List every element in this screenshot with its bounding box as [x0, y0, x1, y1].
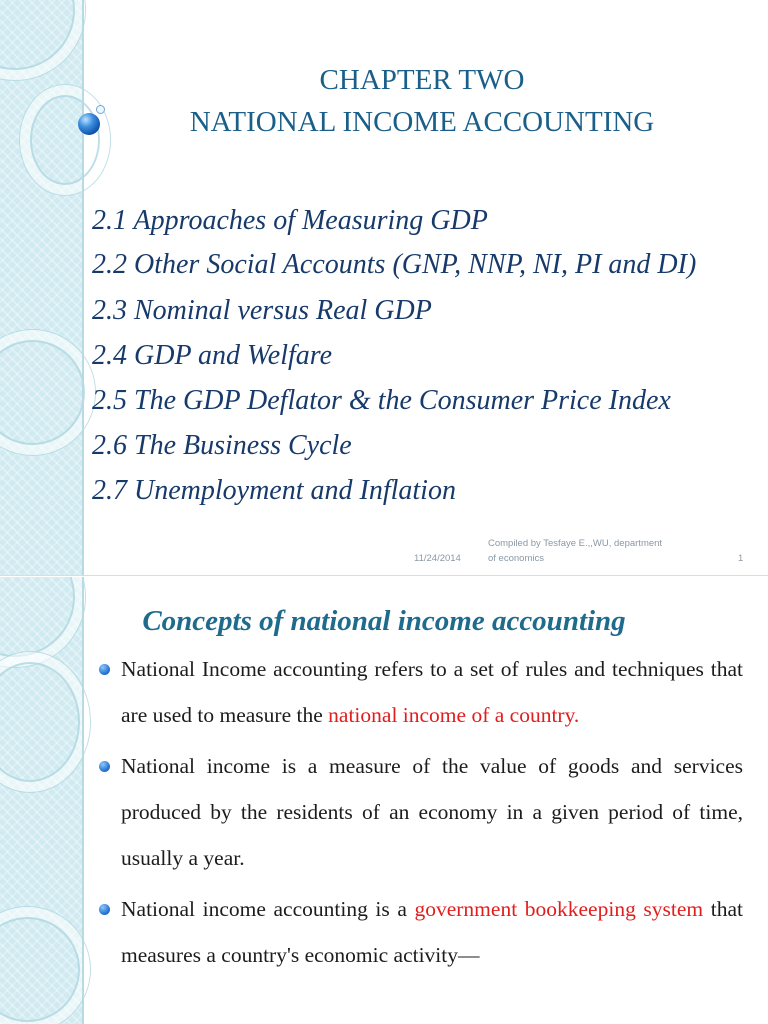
bullet-icon [99, 761, 110, 772]
footer-credit-line: of economics [488, 553, 544, 564]
bullet-text: National Income accounting refers to a set of rules and techniques that are used to measure the [121, 657, 743, 727]
bullet-item [98, 646, 743, 738]
slide-2 [0, 577, 768, 1024]
decorative-ring [0, 0, 85, 80]
chapter-title: CHAPTER TWO [319, 64, 525, 96]
bullet-list [98, 646, 743, 983]
footer-credit-line: Compiled by Tesfaye E.,,WU, department [488, 538, 663, 549]
highlighted-text: national income of a country. [328, 703, 580, 727]
toc-item: 2.7 Unemployment and Inflation [92, 475, 456, 506]
bullet-text: National income is a measure of the value of goods and services produced by the residents of an economy in a given period of time, usually a year. [121, 754, 743, 870]
toc-item: 2.5 The GDP Deflator & the Consumer Price Index [92, 385, 671, 416]
toc-item: 2.1 Approaches of Measuring GDP [92, 205, 488, 236]
toc-item: 2.4 GDP and Welfare [92, 340, 333, 371]
toc-item: 2.2 Other Social Accounts (GNP, NNP, NI, PI and DI) [92, 249, 697, 280]
highlighted-text: government bookkeeping system [414, 897, 704, 921]
chapter-subtitle: NATIONAL INCOME ACCOUNTING [189, 106, 655, 138]
footer-page-number: 1 [738, 553, 744, 564]
slide-title: Concepts of national income accounting [142, 605, 626, 637]
footer-date: 11/24/2014 [414, 553, 461, 564]
toc-item: 2.3 Nominal versus Real GDP [92, 295, 432, 326]
bullet-item [98, 886, 743, 978]
bullet-text: that measures a country's economic activity— [121, 897, 743, 967]
bullet-item [98, 743, 743, 881]
slide-divider [0, 575, 768, 576]
decorative-ring [0, 330, 95, 455]
decorative-ring [0, 907, 90, 1024]
table-of-contents [92, 198, 762, 513]
bullet-icon [99, 904, 110, 915]
decorative-side-band [0, 577, 84, 1024]
bullet-icon [99, 664, 110, 675]
decorative-side-band [0, 0, 84, 576]
footer-credit [488, 538, 662, 565]
decorative-ring [20, 85, 110, 195]
bullet-text: National income accounting is a [121, 897, 415, 921]
decorative-ring [0, 652, 90, 792]
toc-item: 2.6 The Business Cycle [92, 430, 352, 461]
